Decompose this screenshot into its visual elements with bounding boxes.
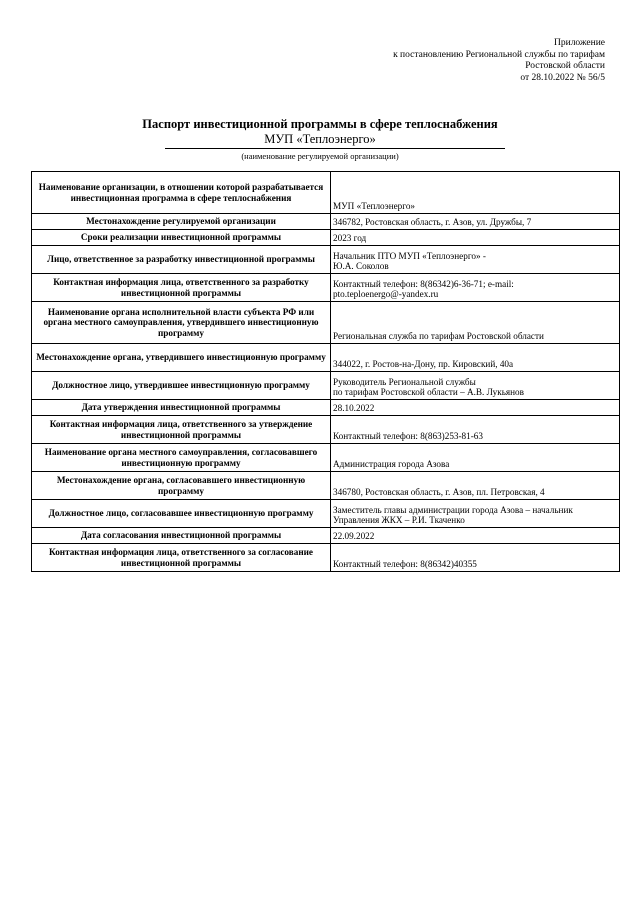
table-row (32, 400, 620, 416)
organization-underline (165, 148, 505, 149)
row-label: Контактная информация лица, ответственного за разработку инвестиционной программы (32, 274, 331, 302)
row-label: Наименование органа исполнительной власти субъекта РФ или органа местного самоуправления, утвердившего инвестиционную программу (32, 302, 331, 344)
row-label: Лицо, ответственное за разработку инвестиционной программы (32, 246, 331, 274)
row-value: Региональная служба по тарифам Ростовской области (331, 302, 620, 344)
table-row (32, 444, 620, 472)
annex-line: Приложение (554, 38, 605, 48)
row-value: 344022, г. Ростов-на-Дону, пр. Кировский, 40а (331, 344, 620, 372)
annex-line: Ростовской области (525, 61, 605, 71)
annex-line: к постановлению Региональной службы по тарифам (393, 49, 605, 60)
row-value: Администрация города Азова (331, 444, 620, 472)
table-row (32, 528, 620, 544)
table-row (32, 416, 620, 444)
table-row (32, 246, 620, 274)
row-value: МУП «Теплоэнерго» (331, 172, 620, 214)
table-row (32, 500, 620, 528)
row-label: Сроки реализации инвестиционной программы (32, 230, 331, 246)
table-row (32, 472, 620, 500)
row-label: Должностное лицо, согласовавшее инвестиционную программу (32, 500, 331, 528)
row-value: Контактный телефон: 8(863)253-81-63 (331, 416, 620, 444)
row-value: 346780, Ростовская область, г. Азов, пл. Петровская, 4 (331, 472, 620, 500)
document-title: Паспорт инвестиционной программы в сфере теплоснабжения (142, 117, 498, 131)
row-value: Начальник ПТО МУП «Теплоэнерго» - Ю.А. Соколов (331, 246, 620, 274)
table-row (32, 344, 620, 372)
table-row (32, 372, 620, 400)
row-value: Контактный телефон: 8(86342)40355 (331, 544, 620, 572)
row-value: 2023 год (331, 230, 620, 246)
row-label: Дата утверждения инвестиционной программы (32, 400, 331, 416)
row-label: Контактная информация лица, ответственного за согласование инвестиционной программы (32, 544, 331, 572)
row-label: Должностное лицо, утвердившее инвестиционную программу (32, 372, 331, 400)
annex-line: от 28.10.2022 № 56/5 (520, 72, 605, 83)
row-label: Местонахождение органа, согласовавшего инвестиционную программу (32, 472, 331, 500)
row-label: Дата согласования инвестиционной программы (32, 528, 331, 544)
row-value: Контактный телефон: 8(86342)6-36-71; e-mail: pto.teploenergo@-yandex.ru (331, 274, 620, 302)
passport-table (31, 171, 620, 572)
organization-name: МУП «Теплоэнерго» (264, 132, 376, 146)
row-value: Руководитель Региональной службы по тарифам Ростовской области – А.В. Лукьянов (331, 372, 620, 400)
annex-block (393, 38, 605, 84)
row-label: Местонахождение органа, утвердившего инвестиционную программу (32, 344, 331, 372)
row-label: Местонахождение регулируемой организации (32, 214, 331, 230)
table-row (32, 230, 620, 246)
row-value: Заместитель главы администрации города Азова – начальник Управления ЖКХ – Р.И. Ткаченко (331, 500, 620, 528)
row-value: 346782, Ростовская область, г. Азов, ул. Дружбы, 7 (331, 214, 620, 230)
row-value: 22.09.2022 (331, 528, 620, 544)
table-row (32, 214, 620, 230)
organization-caption: (наименование регулируемой организации) (241, 151, 399, 161)
table-row (32, 302, 620, 344)
table-row (32, 544, 620, 572)
row-label: Наименование органа местного самоуправления, согласовавшего инвестиционную программу (32, 444, 331, 472)
row-value: 28.10.2022 (331, 400, 620, 416)
table-row (32, 172, 620, 214)
table-row (32, 274, 620, 302)
row-label: Контактная информация лица, ответственного за утверждение инвестиционной программы (32, 416, 331, 444)
row-label: Наименование организации, в отношении которой разрабатывается инвестиционная программа в сфере теплоснабжения (32, 172, 331, 214)
